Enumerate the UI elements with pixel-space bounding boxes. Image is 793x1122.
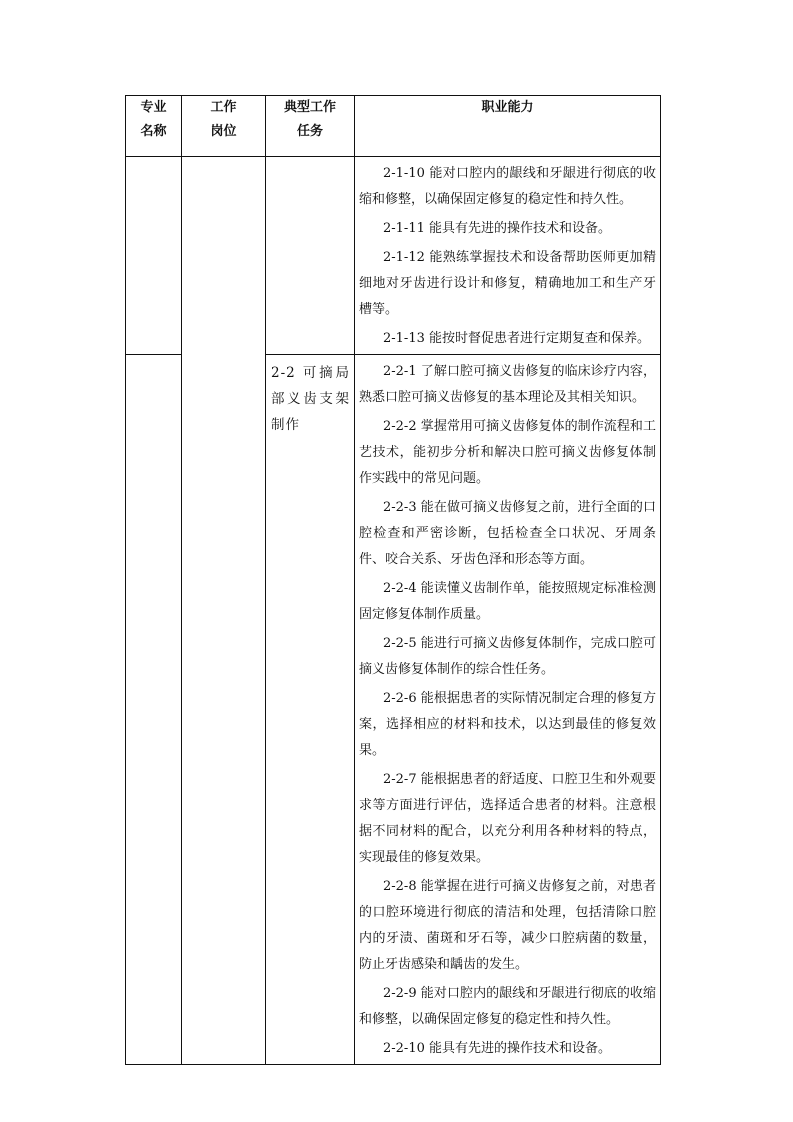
ability-table (125, 95, 661, 1065)
header-major-line1: 专业 (140, 100, 167, 115)
header-post-line2: 岗位 (210, 124, 237, 139)
ability-item: 2-2-9 能对口腔内的龈线和牙龈进行彻底的收缩和修整，以确保固定修复的稳定性和持久性。 (359, 986, 656, 1027)
ability-item: 2-2-5 能进行可摘义齿修复体制作，完成口腔可摘义齿修复体制作的综合性任务。 (359, 636, 656, 677)
ability-cell (355, 157, 661, 355)
task-text (266, 157, 354, 162)
ability-item: 2-1-11 能具有先进的操作技术和设备。 (383, 221, 612, 236)
header-ability-label: 职业能力 (481, 100, 534, 115)
ability-item: 2-1-12 能熟练掌握技术和设备帮助医师更加精细地对牙齿进行设计和修复，精确地加工和生产牙槽等。 (359, 250, 656, 317)
major-name-cell (126, 157, 182, 355)
ability-item: 2-2-1 了解口腔可摘义齿修复的临床诊疗内容，熟悉口腔可摘义齿修复的基本理论及其相关知识。 (359, 364, 656, 405)
table-row (126, 157, 661, 355)
header-row (126, 96, 661, 157)
ability-item: 2-1-13 能按时督促患者进行定期复查和保养。 (383, 331, 651, 346)
task-text: 2-2 可摘局部义齿支架制作 (271, 365, 350, 433)
ability-item: 2-2-2 掌握常用可摘义齿修复体的制作流程和工艺技术，能初步分析和解决口腔可摘义齿修复体制作实践中的常见问题。 (359, 419, 656, 486)
ability-item: 2-2-4 能读懂义齿制作单，能按照规定标准检测固定修复体制作质量。 (359, 581, 656, 622)
header-typical-task (266, 96, 355, 157)
major-name-cell (126, 355, 182, 1065)
header-task-line1: 典型工作 (283, 100, 336, 115)
ability-item: 2-2-6 能根据患者的实际情况制定合理的修复方案，选择相应的材料和技术，以达到最佳的修复效果。 (359, 691, 656, 758)
ability-item: 2-2-10 能具有先进的操作技术和设备。 (383, 1041, 612, 1056)
header-post-line1: 工作 (210, 100, 237, 115)
ability-item: 2-2-3 能在做可摘义齿修复之前，进行全面的口腔检查和严密诊断，包括检查全口状况、牙周条件、咬合关系、牙齿色泽和形态等方面。 (359, 500, 656, 567)
ability-item: 2-2-8 能掌握在进行可摘义齿修复之前，对患者的口腔环境进行彻底的清洁和处理，包括清除口腔内的牙渍、菌斑和牙石等，减少口腔病菌的数量，防止牙齿感染和龋齿的发生。 (359, 879, 656, 972)
header-major-line2: 名称 (140, 124, 167, 139)
header-task-line2: 任务 (296, 124, 323, 139)
ability-item: 2-1-10 能对口腔内的龈线和牙龈进行彻底的收缩和修整，以确保固定修复的稳定性和持久性。 (359, 166, 656, 207)
header-work-post (182, 96, 266, 157)
work-post-cell (182, 157, 266, 1065)
task-cell (266, 355, 355, 1065)
header-major-name (126, 96, 182, 157)
ability-item: 2-2-7 能根据患者的舒适度、口腔卫生和外观要求等方面进行评估，选择适合患者的材料。注意根据不同材料的配合，以充分利用各种材料的特点，实现最佳的修复效果。 (359, 772, 656, 865)
task-cell (266, 157, 355, 355)
ability-cell (355, 355, 661, 1065)
header-vocational-ability (355, 96, 661, 157)
